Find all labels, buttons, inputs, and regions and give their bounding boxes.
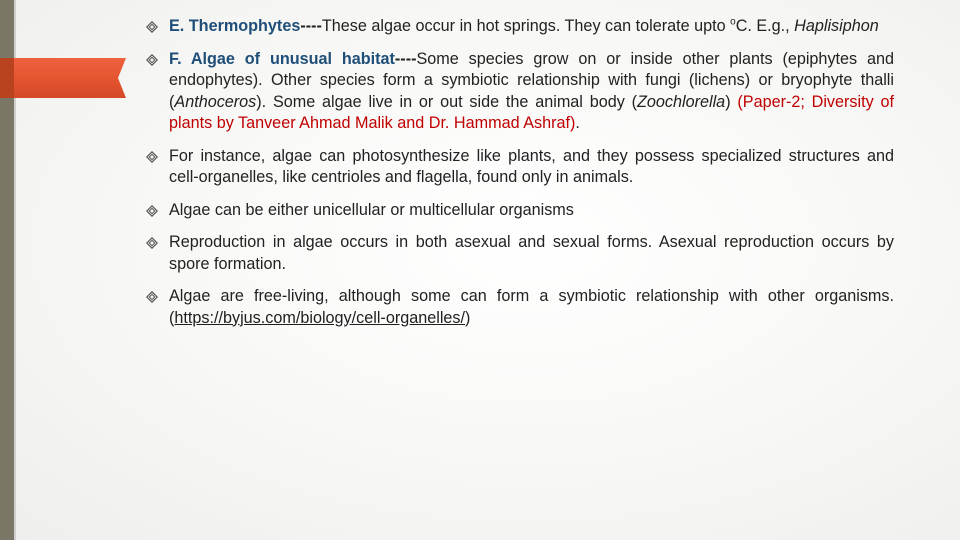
paren-open: ( <box>169 308 175 327</box>
species-zoochlorella: Zoochlorella <box>637 92 726 111</box>
bullet-cellularity <box>146 200 894 222</box>
bullet-unusual-habitat <box>146 49 894 135</box>
bullet-text-3: ) <box>725 92 738 111</box>
heading-dashes: ---- <box>394 49 417 68</box>
diamond-outline-icon <box>146 54 158 66</box>
heading-dashes: ---- <box>300 17 322 35</box>
diamond-outline-icon <box>146 21 158 33</box>
species-haplisiphon: Haplisiphon <box>794 17 879 35</box>
bullet-text: These algae occur in hot springs. They can tolerate upto <box>321 17 731 35</box>
source-link[interactable]: https://byjus.com/biology/cell-organelles/ <box>174 308 466 327</box>
diamond-outline-icon <box>146 291 158 303</box>
bullet-text-1: Some species grow on or inside other plants (epiphytes and endophytes). Other species form a symbiotic relationship with fungi (lichens) or bryophyte thalli ( <box>169 49 894 111</box>
bullet-free-living <box>146 286 894 329</box>
diamond-outline-icon <box>146 205 158 217</box>
heading-unusual-habitat: F. Algae of unusual habitat <box>169 49 395 68</box>
bullet-text-2: C. E.g., <box>735 17 795 35</box>
bullet-reproduction <box>146 232 894 275</box>
bullet-text: Algae are free-living, although some can form a symbiotic relationship with other organisms. <box>169 287 894 305</box>
bullet-text-2: ). Some algae live in or out side the animal body ( <box>256 92 637 111</box>
bullet-thermophytes <box>146 16 894 38</box>
degree-sup: o <box>730 16 736 28</box>
bullet-text: Algae can be either unicellular or multicellular organisms <box>169 200 574 219</box>
accent-tab <box>0 58 126 98</box>
species-anthoceros: Anthoceros <box>174 92 257 111</box>
heading-thermophytes: E. Thermophytes <box>169 17 301 35</box>
slide-content <box>146 16 894 340</box>
bullet-end: . <box>575 114 580 132</box>
diamond-outline-icon <box>146 151 158 163</box>
bullet-text: For instance, algae can photosynthesize like plants, and they possess specialized structures and cell-organelles, like centrioles and flagella, found only in animals. <box>169 146 894 186</box>
diamond-outline-icon <box>146 237 158 249</box>
paren-close: ) <box>465 308 471 327</box>
bullet-photosynthesis <box>146 146 894 189</box>
citation: (Paper-2; Diversity of plants by Tanveer Ahmad Malik and Dr. Hammad Ashraf) <box>169 92 894 132</box>
accent-tab-edge <box>0 58 14 98</box>
bullet-text: Reproduction in algae occurs in both asexual and sexual forms. Asexual reproduction occurs by spore formation. <box>169 233 894 273</box>
